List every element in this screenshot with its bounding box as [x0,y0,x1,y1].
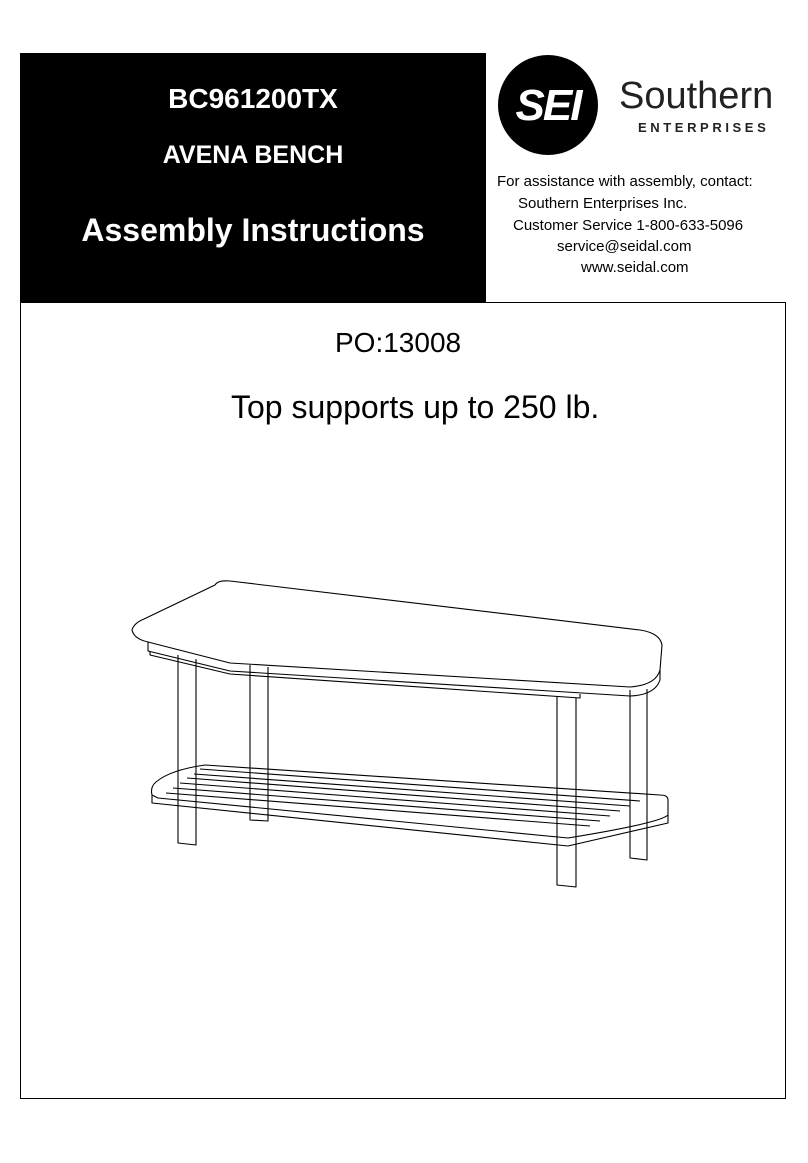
company-logo [498,55,788,155]
bench-illustration [120,575,680,895]
logo-name: Southern [619,75,774,117]
bench-leg-front-left [178,655,196,845]
bench-shelf-frame [152,765,669,838]
logo-subtitle: ENTERPRISES [638,120,770,135]
bench-leg-front-right [557,697,576,887]
contact-website: www.seidal.com [581,259,689,276]
bench-apron [150,651,580,698]
po-number: PO:13008 [335,327,462,358]
bench-seat-edge [148,642,660,696]
contact-company: Southern Enterprises Inc. [518,195,688,212]
bench-leg-back-left [250,665,268,821]
document-title: Assembly Instructions [81,212,425,248]
logo-mark: SEI [515,81,581,130]
product-name: AVENA BENCH [162,141,344,169]
contact-phone: Customer Service 1-800-633-5096 [513,217,744,234]
weight-capacity: Top supports up to 250 lb. [231,389,600,425]
bench-seat [132,581,662,687]
contact-intro: For assistance with assembly, contact: [497,173,753,190]
title-block [20,53,486,302]
contact-email: service@seidal.com [557,238,692,255]
model-number: BC961200TX [168,83,338,114]
bench-leg-back-right [630,689,647,860]
